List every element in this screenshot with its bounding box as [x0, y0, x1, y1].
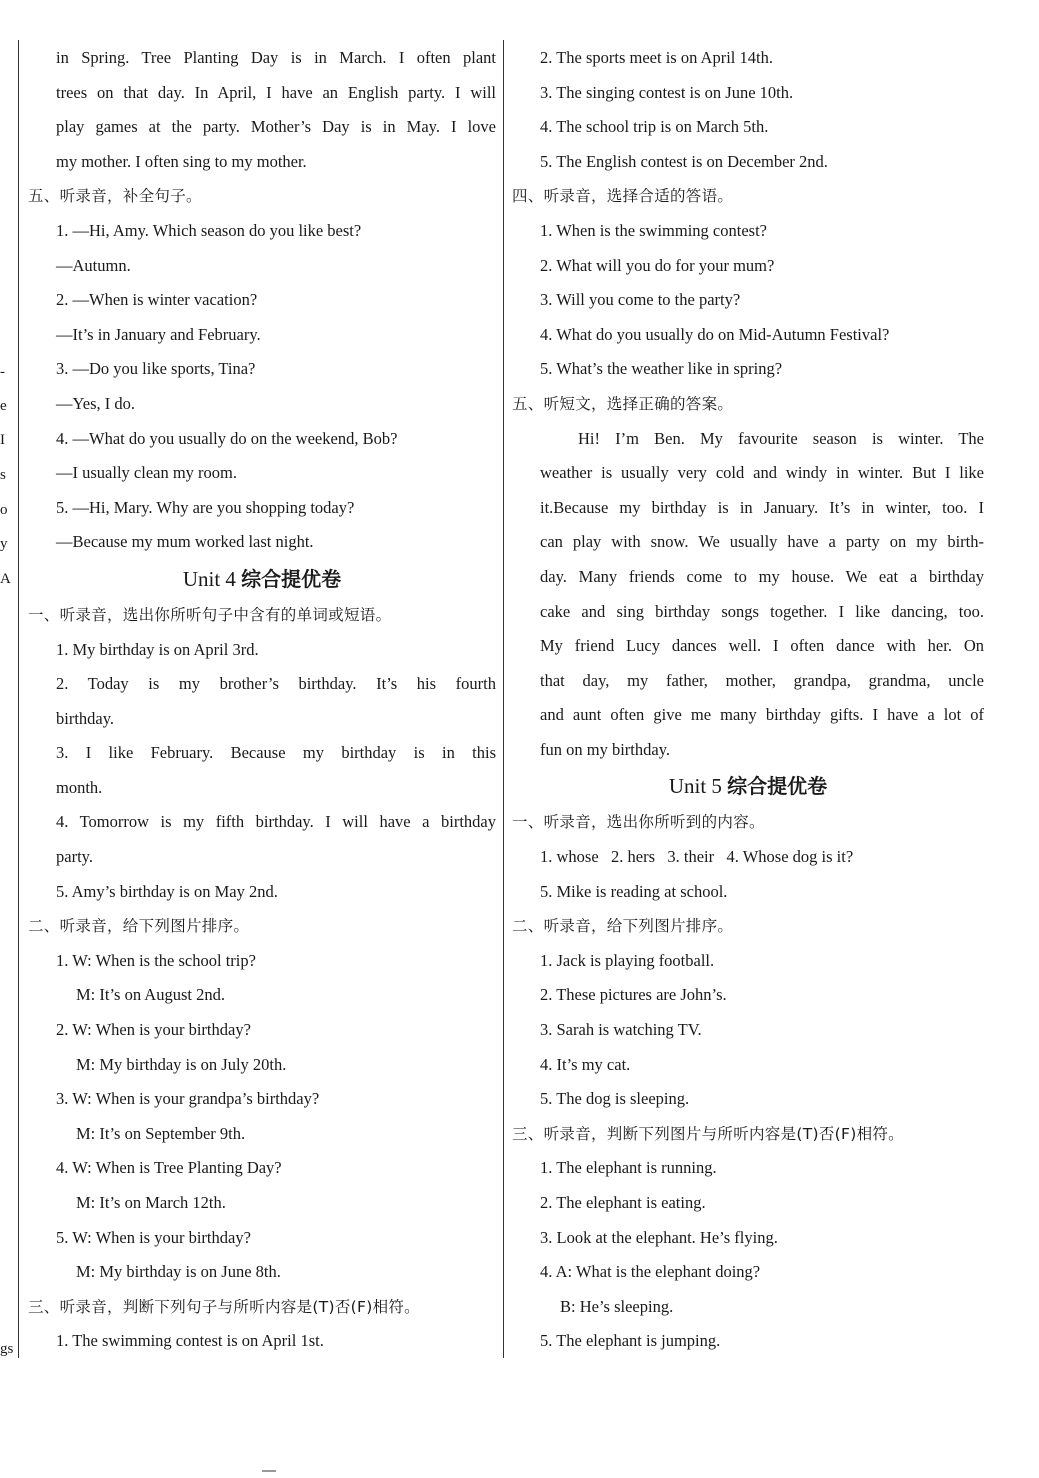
passage-line: Hi! I’m Ben. My favourite season is winter. The	[578, 428, 984, 448]
passage-line: can play with snow. We usually have a party on my birth-	[540, 532, 984, 552]
item-line: 2. The elephant is eating.	[540, 1193, 706, 1212]
question-line: 4. —What do you usually do on the weekend, Bob?	[56, 428, 398, 448]
section-heading: 三、听录音，判断下列图片与所听内容是(T)否(F)相符。	[512, 1124, 904, 1143]
section-heading: 五、听短文，选择正确的答案。	[512, 394, 734, 413]
dialogue-m-line: M: It’s on September 9th.	[76, 1123, 246, 1143]
column-divider	[503, 40, 504, 1358]
answer-line: —Yes, I do.	[56, 393, 136, 413]
item-line: 3. Sarah is watching TV.	[540, 1020, 702, 1040]
item-line: 2. Today is my brother’s birthday. It’s his fourth	[56, 674, 496, 694]
item-line: 4. Tomorrow is my fifth birthday. I will have a birthday	[56, 812, 496, 832]
item-line: 1. whose 2. hers 3. their 4. Whose dog is it?	[540, 847, 854, 867]
gutter-fragment: y	[0, 536, 8, 552]
dialogue-b-line: B: He’s sleeping.	[560, 1296, 674, 1316]
dialogue-m-line: M: It’s on August 2nd.	[76, 985, 225, 1005]
section-heading: 四、听录音，选择合适的答语。	[512, 187, 734, 206]
unit4-title	[28, 560, 496, 598]
passage-line: day. Many friends come to my house. We eat a birthday	[540, 566, 984, 586]
dialogue-w-line: 3. W: When is your grandpa’s birthday?	[56, 1089, 320, 1109]
answer-line: —I usually clean my room.	[56, 463, 238, 483]
passage-line: trees on that day. In April, I have an English party. I will	[56, 82, 496, 102]
page-footer-mark	[262, 1470, 276, 1472]
item-line: 3. Will you come to the party?	[540, 290, 741, 310]
passage-line: it.Because my birthday is in January. It’s in winter, too. I	[540, 497, 984, 517]
item-line: 1. My birthday is on April 3rd.	[56, 639, 259, 659]
question-line: 2. —When is winter vacation?	[56, 290, 258, 310]
item-line: 1. The swimming contest is on April 1st.	[56, 1331, 324, 1351]
gutter-fragment: -	[0, 364, 5, 380]
answer-line: —Autumn.	[56, 255, 131, 275]
answer-line: —It’s in January and February.	[56, 324, 261, 344]
passage-line: play games at the party. Mother’s Day is in May. I love	[56, 117, 496, 137]
dialogue-m-line: M: My birthday is on June 8th.	[76, 1262, 281, 1282]
left-margin-rule	[18, 40, 19, 1358]
item-line: 2. What will you do for your mum?	[540, 255, 775, 275]
item-line: 5. The elephant is jumping.	[540, 1331, 721, 1351]
right-column	[512, 41, 984, 1359]
item-line: 5. The English contest is on December 2nd.	[540, 151, 828, 171]
section-heading: 二、听录音，给下列图片排序。	[28, 917, 250, 936]
item-line: 5. What’s the weather like in spring?	[540, 359, 783, 379]
dialogue-a-line: 4. A: What is the elephant doing?	[540, 1262, 761, 1282]
item-line: 4. It’s my cat.	[540, 1054, 631, 1074]
item-line: 4. What do you usually do on Mid-Autumn Festival?	[540, 324, 890, 344]
unit5-title	[512, 767, 984, 805]
section-heading: 三、听录音，判断下列句子与所听内容是(T)否(F)相符。	[28, 1297, 420, 1316]
item-line: month.	[56, 777, 103, 797]
item-line: 5. Mike is reading at school.	[540, 881, 728, 901]
left-column	[28, 41, 496, 1359]
item-line: 1. The elephant is running.	[540, 1158, 717, 1178]
gutter-fragment: e	[0, 398, 7, 414]
gutter-fragment: o	[0, 502, 8, 518]
item-line: 4. The school trip is on March 5th.	[540, 117, 769, 137]
passage-line: My friend Lucy dances well. I often dance with her. On	[540, 636, 984, 656]
dialogue-w-line: 5. W: When is your birthday?	[56, 1227, 251, 1247]
section-heading: 二、听录音，给下列图片排序。	[512, 917, 734, 936]
item-line: 3. The singing contest is on June 10th.	[540, 82, 794, 102]
passage-line: and aunt often give me many birthday gifts. I have a lot of	[540, 705, 984, 725]
passage-line: that day, my father, mother, grandpa, grandma, uncle	[540, 670, 984, 690]
unit5-title-zh: 综合提优卷	[727, 774, 828, 799]
passage-line: weather is usually very cold and windy in winter. But I like	[540, 463, 984, 483]
item-line: 3. Look at the elephant. He’s flying.	[540, 1227, 778, 1247]
question-line: 5. —Hi, Mary. Why are you shopping today?	[56, 497, 355, 517]
dialogue-w-line: 1. W: When is the school trip?	[56, 950, 256, 970]
section-heading: 五、听录音，补全句子。	[28, 187, 202, 206]
item-line: party.	[56, 847, 93, 867]
question-line: 1. —Hi, Amy. Which season do you like best?	[56, 220, 362, 240]
dialogue-m-line: M: It’s on March 12th.	[76, 1193, 226, 1212]
unit4-title-zh: 综合提优卷	[241, 566, 342, 591]
section-heading: 一、听录音，选出你所听到的内容。	[512, 813, 765, 832]
item-line: 2. The sports meet is on April 14th.	[540, 48, 773, 67]
item-line: 3. I like February. Because my birthday is in this	[56, 743, 496, 763]
passage-line: in Spring. Tree Planting Day is in March. I often plant	[56, 48, 496, 67]
dialogue-w-line: 4. W: When is Tree Planting Day?	[56, 1158, 282, 1178]
unit5-title-en: Unit 5	[668, 774, 728, 799]
section-heading: 一、听录音，选出你所听句子中含有的单词或短语。	[28, 605, 392, 624]
dialogue-w-line: 2. W: When is your birthday?	[56, 1020, 251, 1040]
gutter-fragment: A	[0, 571, 11, 587]
item-line: birthday.	[56, 708, 115, 728]
passage-line: my mother. I often sing to my mother.	[56, 151, 307, 171]
answer-line: —Because my mum worked last night.	[56, 532, 314, 552]
gutter-fragment: s	[0, 467, 6, 483]
passage-line: cake and sing birthday songs together. I like dancing, too.	[540, 601, 984, 621]
unit4-title-en: Unit 4	[182, 566, 242, 591]
passage-line: fun on my birthday.	[540, 739, 670, 759]
dialogue-m-line: M: My birthday is on July 20th.	[76, 1054, 287, 1074]
gutter-fragment: gs	[0, 1341, 14, 1357]
item-line: 2. These pictures are John’s.	[540, 985, 727, 1005]
gutter-fragment: I	[0, 432, 5, 448]
item-line: 1. When is the swimming contest?	[540, 220, 767, 240]
item-line: 5. Amy’s birthday is on May 2nd.	[56, 881, 278, 901]
item-line: 5. The dog is sleeping.	[540, 1089, 690, 1109]
item-line: 1. Jack is playing football.	[540, 950, 715, 970]
question-line: 3. —Do you like sports, Tina?	[56, 359, 256, 379]
